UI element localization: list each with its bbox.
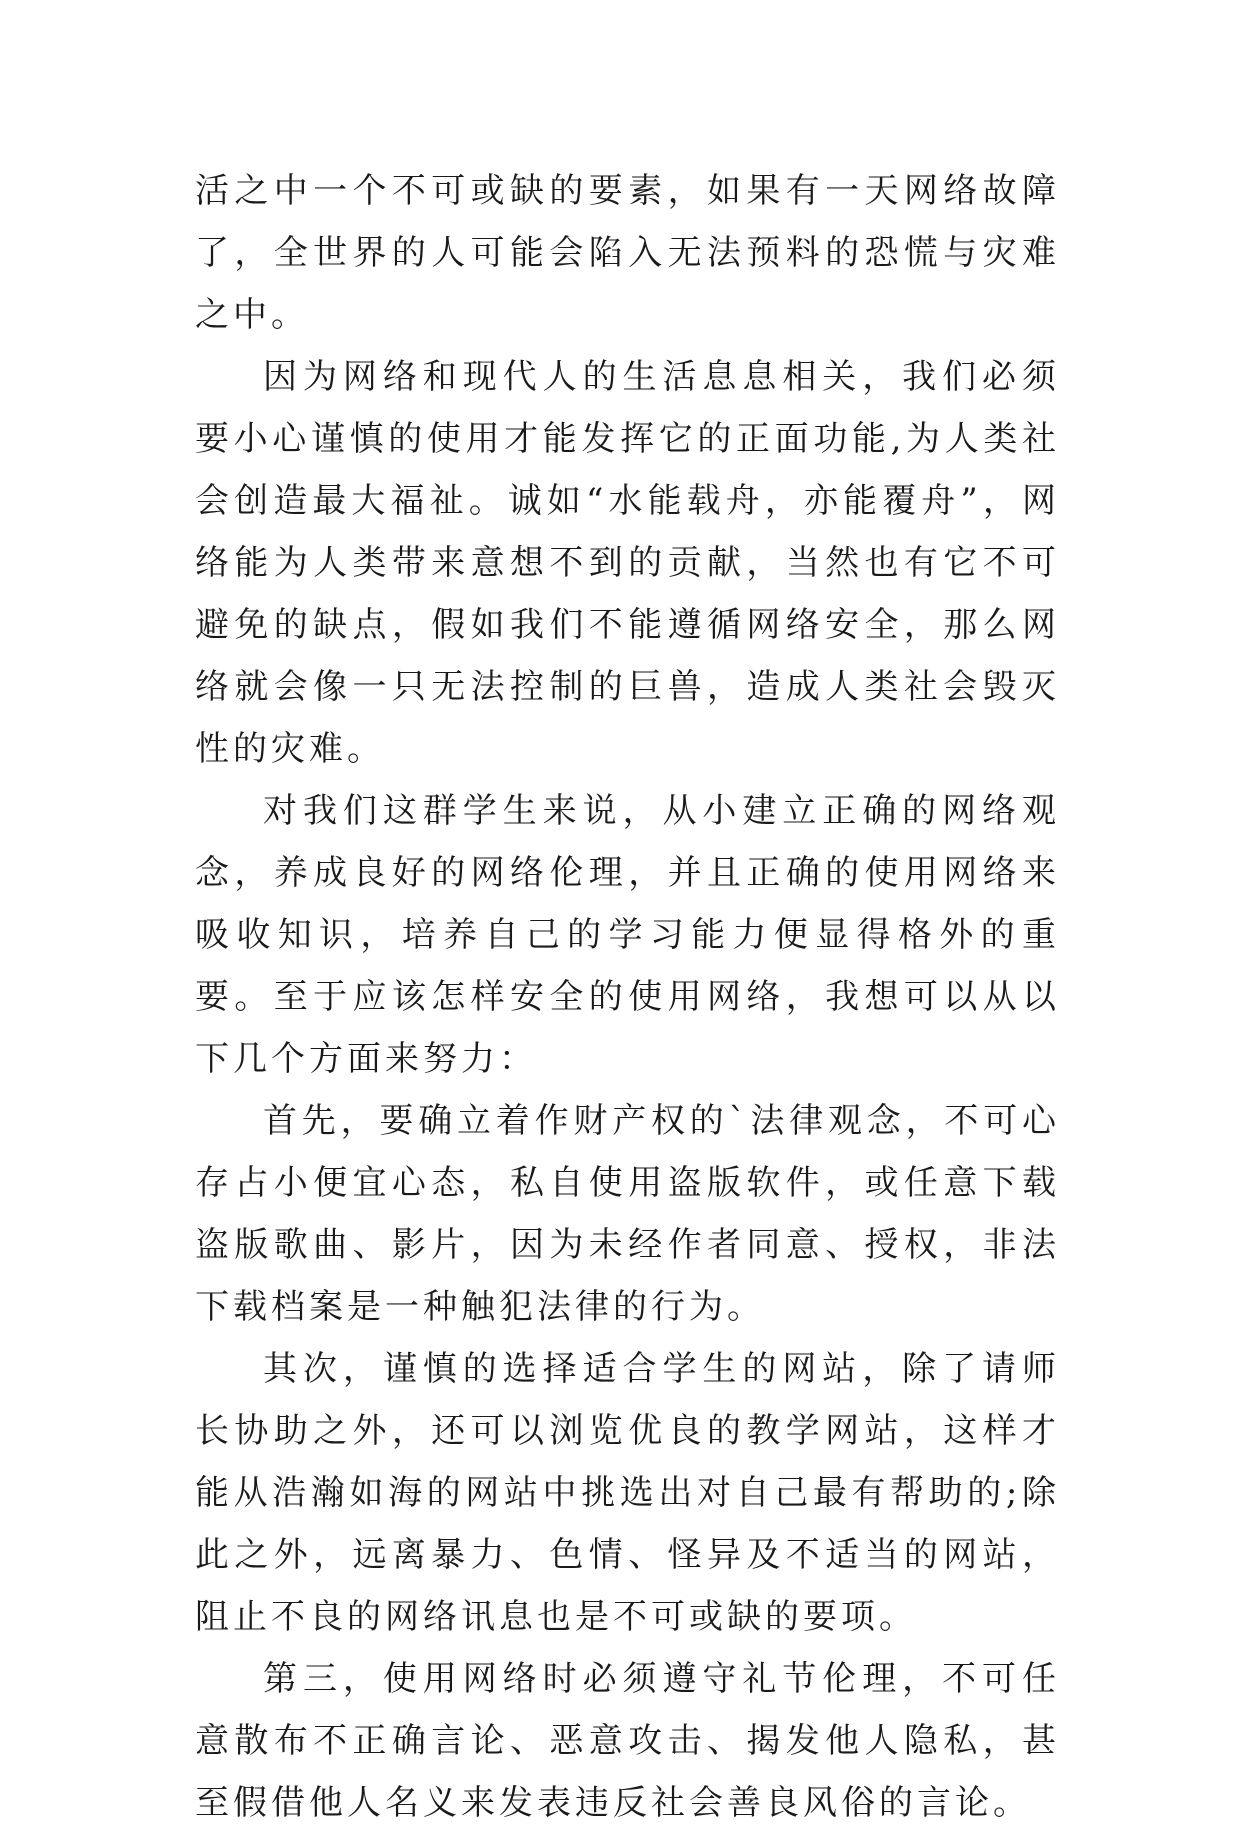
paragraph-1: 活之中一个不可或缺的要素，如果有一天网络故障了，全世界的人可能会陷入无法预料的恐慌与灾难之中。	[195, 171, 1060, 335]
paragraph-3: 对我们这群学生来说，从小建立正确的网络观念，养成良好的网络伦理，并且正确的使用网络来吸收知识，培养自己的学习能力便显得格外的重要。至于应该怎样安全的使用网络，我想可以从以下几个方面来努力：	[195, 791, 1060, 1079]
document-body	[195, 160, 1060, 1834]
paragraph-2: 因为网络和现代人的生活息息相关，我们必须要小心谨慎的使用才能发挥它的正面功能,为人类社会创造最大福祉。诚如“水能载舟，亦能覆舟”，网络能为人类带来意想不到的贡献，当然也有它不可避免的缺点，假如我们不能遵循网络安全，那么网络就会像一只无法控制的巨兽，造成人类社会毁灭性的灾难。	[195, 357, 1060, 769]
paragraph-4: 首先，要确立着作财产权的`法律观念，不可心存占小便宜心态，私自使用盗版软件，或任意下载盗版歌曲、影片，因为未经作者同意、授权，非法下载档案是一种触犯法律的行为。	[195, 1101, 1060, 1327]
paragraph-5: 其次，谨慎的选择适合学生的网站，除了请师长协助之外，还可以浏览优良的教学网站，这样才能从浩瀚如海的网站中挑选出对自己最有帮助的;除此之外，远离暴力、色情、怪异及不适当的网站，阻止不良的网络讯息也是不可或缺的要项。	[195, 1349, 1060, 1637]
paragraph-6: 第三，使用网络时必须遵守礼节伦理，不可任意散布不正确言论、恶意攻击、揭发他人隐私，甚至假借他人名义来发表违反社会善良风俗的言论。	[195, 1659, 1060, 1823]
